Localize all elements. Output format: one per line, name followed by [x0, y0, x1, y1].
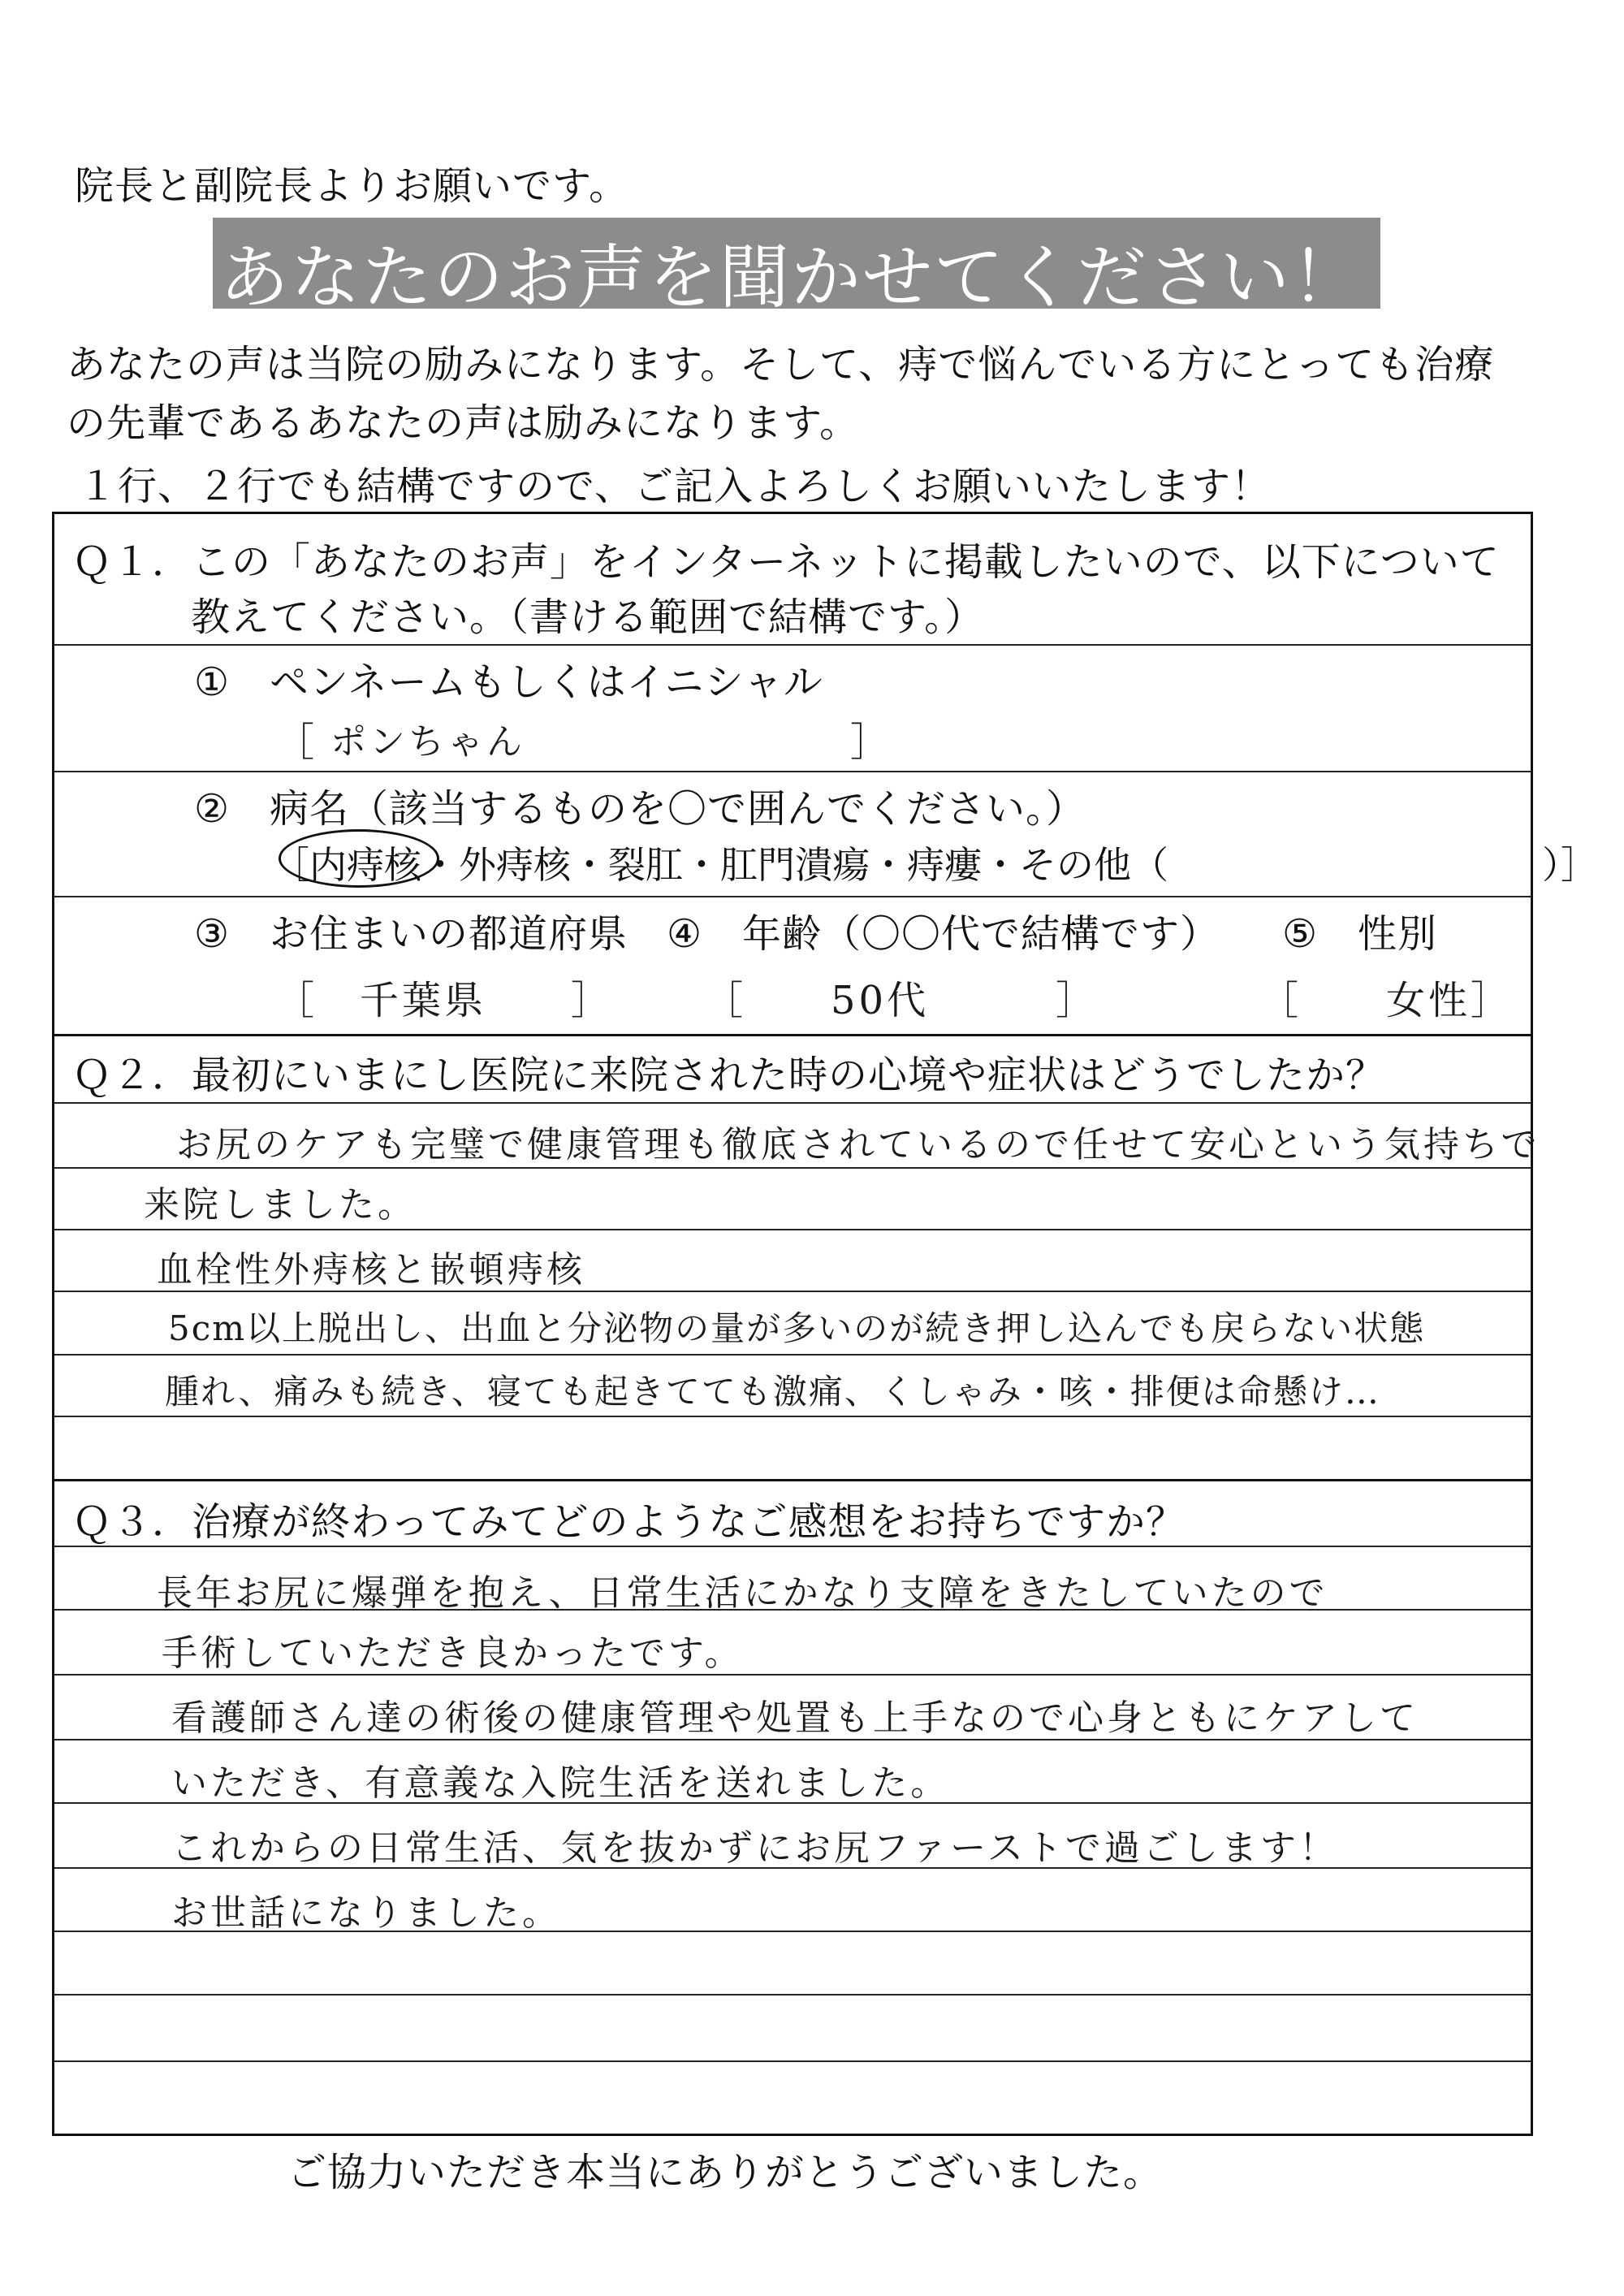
q3-answer-line: 長年お尻に爆弾を抱え、日常生活にかなり支障をきたしていたので	[157, 1572, 1328, 1614]
pen-name-close-bracket: ］	[850, 720, 891, 765]
q1-question-line-1: Ｑ１．この「あなたのお声」をインターネットに掲載したいので、以下について	[72, 539, 1500, 585]
answer-rule	[54, 1609, 1531, 1611]
q3-answer-line: 手術していただき良かったです。	[162, 1632, 744, 1674]
intro-line-2: の先輩であるあなたの声は励みになります。	[67, 400, 860, 446]
age-value: ［ 50代 ］	[704, 978, 1099, 1023]
q3-question: Ｑ３．治療が終わってみてどのようなご感想をお持ちですか？	[72, 1499, 1186, 1545]
answer-rule	[54, 1229, 1531, 1230]
disease-label: ② 病名（該当するものを〇で囲んでください。）	[194, 786, 1086, 832]
selected-option-circle	[279, 829, 439, 888]
intro-line-1: あなたの声は当院の励みになります。そして、痔で悩んでいる方にとっても治療	[67, 342, 1495, 387]
answer-rule	[54, 1739, 1531, 1740]
disease-options: ［内痔核・外痔核・裂肛・肛門潰瘍・痔瘻・その他（ ）］	[272, 843, 1598, 887]
q1-question-line-2: 教えてください。（書ける範囲で結構です。）	[191, 595, 985, 640]
q2-answer-line: 来院しました。	[144, 1184, 417, 1226]
answer-rule	[54, 1416, 1531, 1417]
answer-rule	[54, 1354, 1531, 1356]
banner	[213, 218, 1380, 318]
q3-answer-line: お世話になりました。	[171, 1892, 561, 1934]
sex-value: ［ 女性］	[1259, 978, 1514, 1023]
sex-label: ⑤ 性別	[1282, 911, 1438, 957]
banner-title: あなたのお声を聞かせてください！	[219, 237, 1363, 318]
residence-label: ③ お住まいの都道府県	[194, 911, 628, 957]
age-label: ④ 年齢（〇〇代で結構です）	[667, 911, 1220, 957]
answer-rule	[54, 1867, 1531, 1869]
divider	[54, 1102, 1531, 1104]
request-line: 院長と副院長よりお願いです。	[75, 163, 629, 209]
answer-rule	[54, 1994, 1531, 1995]
divider	[54, 1546, 1531, 1547]
q2-answer-line: 腫れ、痛みも続き、寝ても起きてても激痛、くしゃみ・咳・排便は命懸け…	[165, 1372, 1380, 1412]
answer-rule	[54, 1802, 1531, 1804]
answer-rule	[54, 1931, 1531, 1932]
section-divider	[54, 1479, 1531, 1481]
answer-rule	[54, 1291, 1531, 1292]
divider	[54, 644, 1531, 646]
section-divider	[54, 1034, 1531, 1036]
divider	[54, 896, 1531, 897]
q3-answer-line: いただき、有意義な入院生活を送れました。	[171, 1762, 950, 1804]
q2-question: Ｑ２．最初にいまにし医院に来院された時の心境や症状はどうでしたか？	[72, 1053, 1386, 1098]
q3-answer-line: 看護師さん達の術後の健康管理や処置も上手なので心身ともにケアして	[171, 1697, 1419, 1739]
answer-rule	[54, 1167, 1531, 1169]
pen-name-label: ① ペンネームもしくはイニシャル	[194, 659, 823, 705]
q2-answer-line: 5cm以上脱出し、出血と分泌物の量が多いのが続き押し込んでも戻らない状態	[168, 1308, 1426, 1348]
answer-rule	[54, 1674, 1531, 1676]
divider	[54, 771, 1531, 772]
q2-answer-line: お尻のケアも完璧で健康管理も徹底されているので任せて安心という気持ちで	[176, 1124, 1540, 1165]
answer-rule	[54, 2060, 1531, 2062]
survey-form	[52, 512, 1598, 2136]
pen-name-value: ポンちゃん	[330, 721, 525, 763]
thanks-message: ご協力いただき本当にありがとうございました。	[287, 2150, 1164, 2195]
pen-name-open-bracket: ［	[275, 720, 316, 765]
q3-answer-line: これからの日常生活、気を抜かずにお尻ファーストで過ごします！	[171, 1827, 1338, 1869]
residence-value: ［ 千葉県 ］	[275, 978, 614, 1023]
q2-answer-line: 血栓性外痔核と嵌頓痔核	[157, 1249, 585, 1291]
intro-line-3: １行、２行でも結構ですので、ご記入よろしくお願いいたします！	[78, 464, 1272, 509]
